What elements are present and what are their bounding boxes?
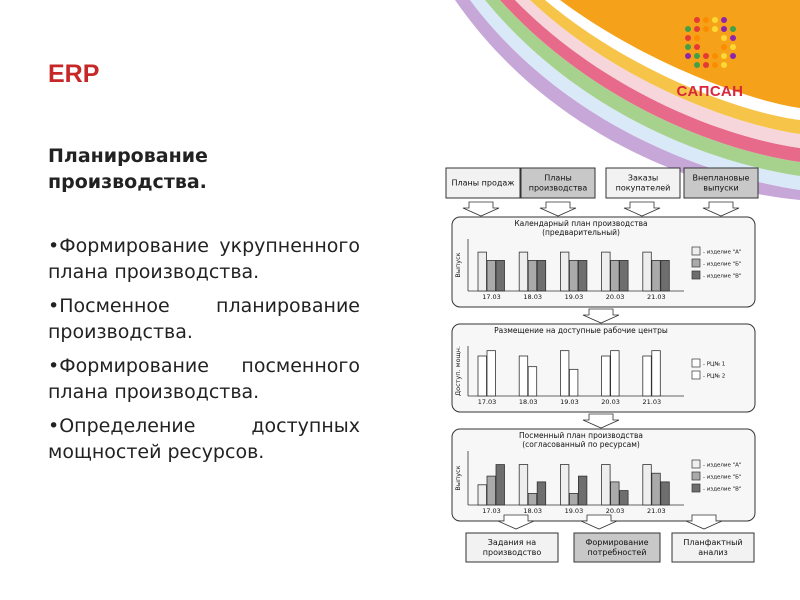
bar bbox=[487, 476, 496, 505]
legend-swatch bbox=[692, 259, 700, 267]
bar bbox=[578, 260, 587, 291]
bar bbox=[611, 260, 620, 291]
logo-dot bbox=[712, 17, 718, 23]
flow-arrow bbox=[583, 309, 619, 323]
x-tick-label: 21.03 bbox=[646, 293, 666, 301]
flow-arrow bbox=[463, 202, 499, 216]
input-box-label: Планы продаж bbox=[451, 178, 515, 188]
bar bbox=[478, 356, 487, 396]
legend-swatch bbox=[692, 484, 700, 492]
y-axis-label: Выпуск bbox=[454, 252, 462, 278]
x-tick-label: 18.03 bbox=[523, 507, 543, 515]
bar bbox=[560, 252, 569, 291]
logo-dot bbox=[721, 26, 727, 32]
logo-dot bbox=[730, 44, 736, 50]
bar bbox=[496, 465, 505, 505]
legend-swatch bbox=[692, 247, 700, 255]
output-box-label: Планфактный bbox=[683, 538, 743, 547]
legend-swatch bbox=[692, 460, 700, 468]
legend-label: - изделие "А" bbox=[703, 249, 742, 256]
x-tick-label: 19.03 bbox=[560, 398, 579, 406]
panel-subtitle: (предварительный) bbox=[542, 228, 620, 237]
bar bbox=[478, 485, 487, 505]
x-tick-label: 17.03 bbox=[477, 398, 497, 406]
logo-dot bbox=[730, 26, 736, 32]
legend-swatch bbox=[692, 271, 700, 279]
flow-arrow bbox=[624, 202, 660, 216]
bullet-item: •Определение доступных мощностей ресурсов. bbox=[48, 415, 360, 463]
x-tick-label: 20.03 bbox=[601, 398, 620, 406]
input-box-label: Планы bbox=[544, 173, 572, 183]
bar bbox=[602, 465, 611, 505]
bar bbox=[611, 482, 620, 505]
logo-dot bbox=[730, 53, 736, 59]
y-axis-label: Доступ. мощн. bbox=[454, 346, 462, 396]
bar bbox=[602, 252, 611, 291]
panel-title: Размещение на доступные рабочие центры bbox=[494, 326, 668, 335]
input-box-label: Заказы bbox=[627, 173, 659, 183]
bar bbox=[578, 476, 587, 505]
bar bbox=[519, 356, 528, 396]
bar bbox=[560, 465, 569, 505]
x-tick-label: 19.03 bbox=[564, 293, 584, 301]
input-box-label: производства bbox=[528, 183, 588, 193]
bar bbox=[519, 252, 528, 291]
legend-label: - изделие "Б" bbox=[703, 261, 742, 268]
x-tick-label: 21.03 bbox=[646, 507, 666, 515]
x-tick-label: 17.03 bbox=[482, 293, 501, 301]
legend-label: - изделие "А" bbox=[703, 462, 742, 469]
x-tick-label: 20.03 bbox=[605, 507, 625, 515]
output-box-label: потребностей bbox=[587, 548, 647, 557]
logo-dot bbox=[721, 35, 727, 41]
section-heading: Планирование производства. bbox=[48, 145, 208, 193]
x-tick-label: 19.03 bbox=[564, 507, 584, 515]
logo-dot bbox=[685, 26, 691, 32]
bar bbox=[478, 252, 487, 291]
chart-panel bbox=[452, 324, 755, 412]
logo-dot bbox=[712, 53, 718, 59]
bar bbox=[569, 260, 578, 291]
logo-dot bbox=[703, 17, 709, 23]
chart-panel bbox=[452, 429, 755, 521]
input-box-label: выпуски bbox=[703, 183, 739, 193]
bar bbox=[661, 260, 670, 291]
bar bbox=[528, 367, 537, 396]
x-tick-label: 18.03 bbox=[523, 293, 543, 301]
x-tick-label: 20.03 bbox=[605, 293, 625, 301]
bar bbox=[652, 260, 661, 291]
logo-dot bbox=[703, 53, 709, 59]
logo-dot bbox=[721, 44, 727, 50]
legend-label: - изделие "Б" bbox=[703, 474, 742, 481]
bar bbox=[519, 465, 528, 505]
legend-label: - РЦ№ 1 bbox=[703, 361, 726, 368]
slide-title: ERP bbox=[48, 60, 100, 88]
logo-dot bbox=[721, 17, 727, 23]
bar bbox=[620, 491, 629, 505]
bar bbox=[569, 493, 578, 505]
bar bbox=[661, 482, 670, 505]
logo-dot bbox=[712, 62, 718, 68]
logo-dot bbox=[703, 26, 709, 32]
legend-swatch bbox=[692, 371, 700, 379]
flow-arrow bbox=[540, 202, 576, 216]
bar bbox=[537, 482, 546, 505]
flow-arrow bbox=[583, 414, 619, 428]
logo-dot bbox=[685, 53, 691, 59]
bar bbox=[643, 465, 652, 505]
legend-label: - изделие "В" bbox=[703, 273, 742, 280]
legend-swatch bbox=[692, 472, 700, 480]
bar bbox=[602, 356, 611, 396]
bar bbox=[569, 369, 578, 396]
bar bbox=[620, 260, 629, 291]
logo-text: САПСАН bbox=[676, 83, 744, 100]
panel-title: Посменный план производства bbox=[518, 431, 644, 440]
logo-dot bbox=[721, 53, 727, 59]
x-tick-label: 18.03 bbox=[518, 398, 538, 406]
bullet-item: •Формирование посменного плана производства. bbox=[48, 355, 360, 403]
logo-dot bbox=[694, 62, 700, 68]
logo-dot bbox=[685, 44, 691, 50]
panel-title: Календарный план производства bbox=[514, 219, 648, 228]
bar bbox=[528, 493, 537, 505]
erp-planning-diagram bbox=[436, 162, 766, 572]
bar bbox=[487, 260, 496, 291]
logo-dot bbox=[730, 35, 736, 41]
output-box-label: Формирование bbox=[585, 538, 649, 547]
bullet-item: •Посменное планирование производства. bbox=[48, 295, 360, 343]
output-box-label: анализ bbox=[698, 548, 728, 557]
bar bbox=[652, 351, 661, 396]
input-box-label: покупателей bbox=[615, 183, 671, 193]
flow-arrow bbox=[703, 202, 739, 216]
y-axis-label: Выпуск bbox=[454, 465, 462, 491]
legend-label: - изделие "В" bbox=[703, 486, 742, 493]
bar bbox=[643, 252, 652, 291]
bullet-list bbox=[48, 233, 360, 473]
bar bbox=[496, 260, 505, 291]
input-box-label: Внеплановые bbox=[692, 173, 750, 183]
bar bbox=[537, 260, 546, 291]
logo-dot bbox=[694, 35, 700, 41]
bar bbox=[643, 356, 652, 396]
logo-dot bbox=[712, 26, 718, 32]
logo-dot bbox=[685, 35, 691, 41]
bar bbox=[528, 260, 537, 291]
logo-dot bbox=[694, 53, 700, 59]
bar bbox=[560, 351, 569, 396]
bar bbox=[611, 351, 620, 396]
legend-label: - РЦ№ 2 bbox=[703, 373, 726, 380]
output-box-label: Задания на bbox=[487, 538, 537, 547]
legend-swatch bbox=[692, 359, 700, 367]
logo-dot bbox=[703, 62, 709, 68]
x-tick-label: 21.03 bbox=[642, 398, 662, 406]
panel-subtitle: (согласованный по ресурсам) bbox=[522, 440, 640, 449]
logo-dot bbox=[694, 44, 700, 50]
logo-dot bbox=[694, 17, 700, 23]
bullet-item: •Формирование укрупненного плана производства. bbox=[48, 235, 360, 283]
logo-dot bbox=[721, 62, 727, 68]
bar bbox=[652, 473, 661, 505]
x-tick-label: 17.03 bbox=[482, 507, 501, 515]
bar bbox=[487, 351, 496, 396]
logo-dot bbox=[694, 26, 700, 32]
output-box-label: производство bbox=[482, 548, 542, 557]
chart-panel bbox=[452, 217, 755, 307]
